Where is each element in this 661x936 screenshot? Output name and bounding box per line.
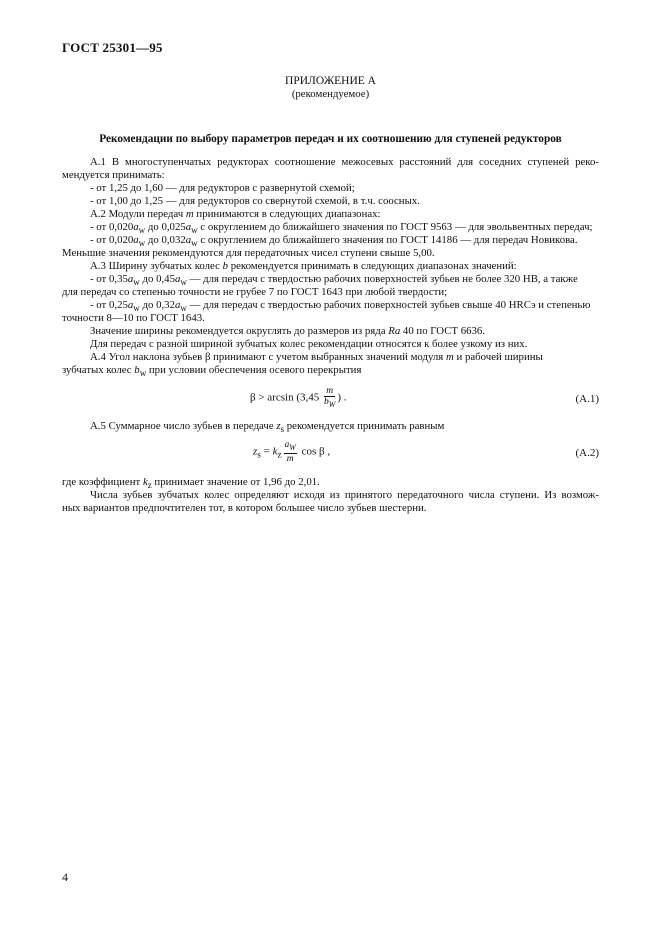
para-a1-line2: мендуется принимать: bbox=[62, 169, 165, 181]
where-line: где коэффициент $k_z$ принимает значение от 1,96 до 2,01. bbox=[62, 476, 320, 491]
appendix-title: ПРИЛОЖЕНИЕ А bbox=[285, 75, 376, 87]
formula-a2: $z_s = k_z$ $\frac{a_W}{m}$ cos β , bbox=[253, 440, 331, 464]
formula-a1: β > arcsin (3,45 $\frac{m}{b_W}$ ) . bbox=[250, 386, 347, 409]
para-a3-bullet1: - от $0,35a_w$ до $0,45a_w$ — для передач с твердостью рабочих поверхностей зубьев не более 320 НВ, а также bbox=[90, 273, 578, 288]
para-a3-line1: А.3 Ширину зубчатых колес b рекомендуется принимать в следующих диапазонах значений: bbox=[90, 260, 517, 272]
section-title: Рекомендации по выбору параметров передач и их соотношению для ступеней редукторов bbox=[99, 133, 562, 145]
formula-a1-label: (А.1) bbox=[575, 393, 599, 405]
para-a1-line1: А.1 В многоступенчатых редукторах соотношение межосевых расстояний для соседних ступеней реко- bbox=[90, 156, 599, 168]
para-last-line1: Числа зубьев зубчатых колес определяют исходя из принятого передаточного числа ступени. Из возмож- bbox=[90, 489, 599, 501]
page-number: 4 bbox=[62, 870, 68, 884]
para-a3-bullet1-cont: для передач со степенью точности не грубее 7 по ГОСТ 1643 при любой твердости; bbox=[62, 286, 448, 298]
para-a4-line1: А.4 Угол наклона зубьев β принимают с учетом выбранных значений модуля m и рабочей ширины bbox=[90, 351, 543, 363]
formula-a1-fraction: $\frac{m}{b_W}$ bbox=[323, 386, 336, 409]
para-a1-bullet2: - от 1,00 до 1,25 — для редукторов со свернутой схемой, в т.ч. соосных. bbox=[90, 195, 420, 207]
formula-a2-fraction: $\frac{a_W}{m}$ bbox=[284, 440, 296, 464]
appendix-subtitle: (рекомендуемое) bbox=[291, 88, 370, 100]
document-header: ГОСТ 25301—95 bbox=[62, 40, 163, 55]
para-a4-line2: зубчатых колес $b_w$ при условии обеспечения осевого перекрытия bbox=[62, 364, 362, 379]
para-a1-bullet1: - от 1,25 до 1,60 — для редукторов с развернутой схемой; bbox=[90, 182, 355, 194]
para-a2-bullet1: - от $0,020a_w$ до $0,025a_w$ с округлением до ближайшего значения по ГОСТ 9563 — для эвольвентных передач; bbox=[90, 221, 593, 236]
para-a3-bullet2-cont: точности 8—10 по ГОСТ 1643. bbox=[62, 312, 205, 324]
para-last-line2: ных вариантов предпочтителен тот, в котором большее число зубьев шестерни. bbox=[62, 502, 427, 514]
para-a3-bullet2: - от $0,25a_w$ до $0,32a_w$ — для передач с твердостью рабочих поверхностей зубьев свыше 40 HRCэ и степенью bbox=[90, 299, 591, 314]
para-a3-line6: Значение ширины рекомендуется округлять до размеров из ряда Ra 40 по ГОСТ 6636. bbox=[90, 325, 485, 337]
para-a2-line1: А.2 Модули передач m принимаются в следующих диапазонах: bbox=[90, 208, 381, 220]
para-a2-line4: Меньшие значения рекомендуются для передаточных чисел ступени свыше 5,00. bbox=[62, 247, 435, 259]
formula-a2-label: (А.2) bbox=[575, 447, 599, 459]
para-a3-line7: Для передач с разной шириной зубчатых колес рекомендации относятся к более узкому из них. bbox=[90, 338, 528, 350]
para-a5-line1: А.5 Суммарное число зубьев в передаче $z_s$ рекомендуется принимать равным bbox=[90, 420, 445, 435]
para-a2-bullet2: - от $0,020a_w$ до $0,032a_w$ с округлением до ближайшего значения по ГОСТ 14186 — для передач Новикова. bbox=[90, 234, 578, 249]
